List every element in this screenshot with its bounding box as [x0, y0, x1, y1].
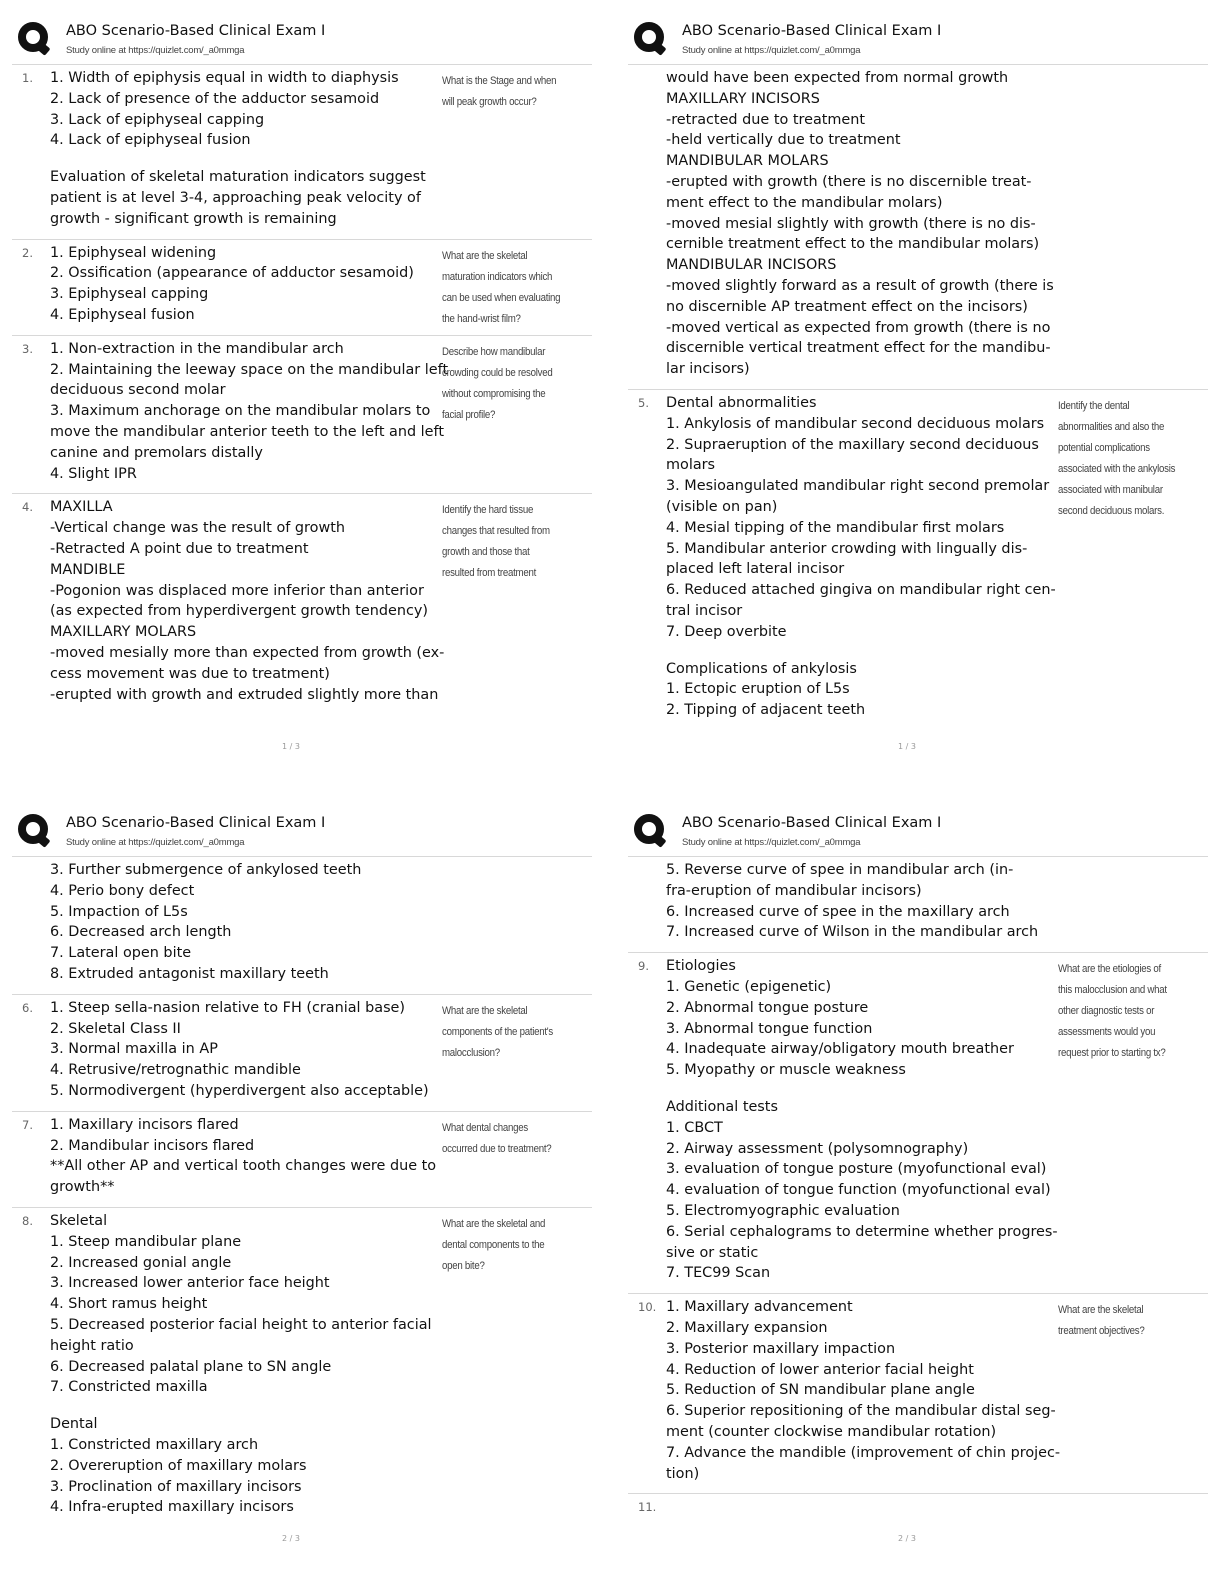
card-number: 8.: [22, 1213, 33, 1228]
flashcard-list: [628, 64, 1208, 730]
page-number: 2 / 3: [282, 1534, 300, 1543]
answer-line: 5. Normodivergent (hyperdivergent also acceptable): [50, 1082, 429, 1099]
flashcard: [12, 1111, 592, 1207]
answer-line: -erupted with growth and extruded slightly more than: [50, 686, 439, 703]
line-gap: [666, 643, 1058, 659]
answer-line: 6. Serial cephalograms to determine whether progres-: [666, 1223, 1058, 1240]
answer-line: MAXILLARY MOLARS: [50, 624, 197, 641]
flashcard: [12, 493, 592, 714]
card-answer: [50, 339, 449, 485]
answer-line: 4. Lack of epiphyseal fusion: [50, 132, 251, 149]
card-number: 11.: [638, 1500, 657, 1515]
answer-line: 1. Non-extraction in the mandibular arch: [50, 340, 344, 357]
answer-line: 8. Extruded antagonist maxillary teeth: [50, 965, 329, 982]
answer-line: MAXILLARY INCISORS: [666, 90, 820, 107]
page-4: [628, 806, 1208, 1576]
answer-line: 3. Increased lower anterior face height: [50, 1275, 330, 1292]
answer-line: -Pogonion was displaced more inferior than anterior: [50, 582, 424, 599]
answer-line: 1. Ankylosis of mandibular second deciduous molars: [666, 415, 1045, 432]
card-answer: [50, 497, 445, 705]
answer-line: ment effect to the mandibular molars): [666, 194, 943, 211]
answer-line: 2. Ossification (appearance of adductor sesamoid): [50, 265, 414, 282]
answer-line: 4. Inadequate airway/obligatory mouth breather: [666, 1041, 1014, 1058]
answer-line: MAXILLA: [50, 499, 113, 516]
answer-line: 2. Supraeruption of the maxillary second deciduous: [666, 436, 1039, 453]
answer-line: 5. Impaction of L5s: [50, 903, 188, 920]
answer-line: 3. Normal maxilla in AP: [50, 1041, 218, 1058]
answer-line: 1. Ectopic eruption of L5s: [666, 681, 850, 698]
answer-line: patient is at level 3-4, approaching peak velocity of: [50, 189, 421, 206]
flashcard: [628, 1493, 1208, 1515]
answer-line: 2. Increased gonial angle: [50, 1254, 232, 1271]
flashcard: [12, 239, 592, 335]
answer-line: 1. Steep mandibular plane: [50, 1233, 242, 1250]
answer-line: cess movement was due to treatment): [50, 665, 330, 682]
card-question: What dental changes occurred due to treatment?: [442, 1121, 552, 1155]
study-online-link[interactable]: Study online at https://quizlet.com/_a0mmga: [682, 45, 861, 56]
flashcard-list: [628, 856, 1208, 1515]
answer-line: Dental abnormalities: [666, 394, 817, 411]
card-question: What are the skeletal components of the patient's malocclusion?: [442, 1004, 553, 1059]
card-question: What are the skeletal and dental components to the open bite?: [442, 1217, 546, 1272]
answer-line: 5. Mandibular anterior crowding with lingually dis-: [666, 540, 1028, 557]
answer-line: -moved mesially more than expected from growth (ex-: [50, 644, 445, 661]
page-title: ABO Scenario-Based Clinical Exam I: [66, 23, 326, 39]
card-number: 5.: [638, 395, 649, 410]
answer-line: cernible treatment effect to the mandibular molars): [666, 236, 1040, 253]
answer-line: 1. CBCT: [666, 1119, 723, 1136]
answer-line: 2. Overeruption of maxillary molars: [50, 1457, 307, 1474]
card-question: Identify the dental abnormalities and also the potential complications associated with the ankylosis associated with manibular second deciduous molars.: [1058, 399, 1176, 517]
card-answer: [50, 243, 442, 326]
answer-line: sive or static: [666, 1244, 759, 1261]
flashcard: [628, 856, 1208, 952]
answer-line: 4. Retrusive/retrognathic mandible: [50, 1062, 301, 1079]
flashcard-list: [12, 64, 592, 714]
answer-line: 7. Advance the mandible (improvement of chin projec-: [666, 1444, 1061, 1461]
answer-line: 3. Maximum anchorage on the mandibular molars to: [50, 403, 431, 420]
answer-line: Complications of ankylosis: [666, 660, 857, 677]
flashcard: [628, 64, 1208, 389]
answer-line: Evaluation of skeletal maturation indicators suggest: [50, 169, 426, 186]
answer-line: -erupted with growth (there is no discernible treat-: [666, 173, 1032, 190]
card-number: 9.: [638, 959, 649, 974]
answer-line: 5. Myopathy or muscle weakness: [666, 1062, 906, 1079]
card-answer: [50, 1115, 442, 1198]
card-question: Identify the hard tissue changes that resulted from growth and those that resulted from treatment: [442, 504, 550, 580]
answer-line: 1. Maxillary advancement: [666, 1299, 853, 1316]
card-number: 7.: [22, 1117, 33, 1132]
line-gap: [666, 1081, 1058, 1097]
flashcard: [12, 1207, 592, 1527]
answer-line: 5. Reduction of SN mandibular plane angle: [666, 1382, 975, 1399]
answer-line: 2. Skeletal Class II: [50, 1020, 181, 1037]
answer-line: growth - significant growth is remaining: [50, 210, 337, 227]
answer-line: height ratio: [50, 1337, 134, 1354]
card-question: What is the Stage and when will peak growth occur?: [442, 75, 557, 108]
answer-line: -Retracted A point due to treatment: [50, 540, 309, 557]
answer-line: fra-eruption of mandibular incisors): [666, 882, 922, 899]
answer-line: 7. TEC99 Scan: [666, 1265, 771, 1282]
page-title: ABO Scenario-Based Clinical Exam I: [682, 815, 942, 831]
answer-line: molars: [666, 457, 716, 474]
answer-line: lar incisors): [666, 361, 750, 378]
card-question: Describe how mandibular crowding could be resolved without compromising the facial profile?: [442, 345, 553, 421]
answer-line: Skeletal: [50, 1212, 108, 1229]
flashcard: [628, 952, 1208, 1293]
answer-line: canine and premolars distally: [50, 444, 263, 461]
answer-line: -held vertically due to treatment: [666, 132, 901, 149]
answer-line: 6. Decreased palatal plane to SN angle: [50, 1358, 332, 1375]
answer-line: 5. Reverse curve of spee in mandibular arch (in-: [666, 862, 1014, 878]
flashcard: [628, 389, 1208, 730]
answer-line: 6. Decreased arch length: [50, 924, 232, 941]
card-question: What are the skeletal treatment objectives?: [1058, 1304, 1145, 1338]
answer-line: 2. Lack of presence of the adductor sesamoid: [50, 90, 380, 107]
answer-line: 7. Deep overbite: [666, 623, 787, 640]
card-answer: [666, 1297, 1061, 1484]
answer-line: 5. Decreased posterior facial height to anterior facial: [50, 1316, 432, 1333]
page-number: 1 / 3: [898, 742, 916, 751]
answer-line: 6. Reduced attached gingiva on mandibular right cen-: [666, 582, 1056, 599]
answer-line: 2. Maxillary expansion: [666, 1319, 828, 1336]
page-header: [12, 806, 592, 854]
answer-line: **All other AP and vertical tooth changes were due to: [50, 1158, 437, 1175]
answer-line: 3. Further submergence of ankylosed teeth: [50, 862, 362, 878]
answer-line: discernible vertical treatment effect for the mandibu-: [666, 340, 1051, 357]
flashcard-list: [12, 856, 592, 1527]
answer-line: 1. Maxillary incisors flared: [50, 1116, 239, 1133]
answer-line: ment (counter clockwise mandibular rotation): [666, 1423, 997, 1440]
page-number: 2 / 3: [898, 1534, 916, 1543]
card-answer: [666, 956, 1058, 1284]
answer-line: 3. Lack of epiphyseal capping: [50, 111, 265, 128]
card-number: 3.: [22, 341, 33, 356]
answer-line: 2. Mandibular incisors flared: [50, 1137, 255, 1154]
page-header: [628, 806, 1208, 854]
answer-line: 3. Proclination of maxillary incisors: [50, 1478, 302, 1495]
card-number: 1.: [22, 71, 33, 85]
answer-line: 6. Increased curve of spee in the maxillary arch: [666, 903, 1010, 920]
answer-line: 3. Epiphyseal capping: [50, 286, 209, 303]
answer-line: 1. Width of epiphysis equal in width to diaphysis: [50, 70, 399, 86]
card-answer: [666, 860, 1058, 943]
answer-line: 4. Epiphyseal fusion: [50, 306, 195, 323]
answer-line: 3. Mesioangulated mandibular right second premolar: [666, 478, 1050, 495]
answer-line: MANDIBULAR MOLARS: [666, 153, 829, 170]
quizlet-logo-icon: [18, 22, 48, 52]
answer-line: -moved vertical as expected from growth (there is no: [666, 319, 1051, 336]
answer-line: Etiologies: [666, 958, 736, 975]
answer-line: -moved mesial slightly with growth (there is no dis-: [666, 215, 1036, 232]
answer-line: 4. Slight IPR: [50, 465, 137, 482]
answer-line: MANDIBLE: [50, 561, 126, 578]
page-number: 1 / 3: [282, 742, 300, 751]
page-title: ABO Scenario-Based Clinical Exam I: [682, 23, 942, 39]
answer-line: -retracted due to treatment: [666, 111, 866, 128]
answer-line: 7. Constricted maxilla: [50, 1379, 208, 1396]
page-header: [628, 14, 1208, 62]
answer-line: 6. Superior repositioning of the mandibular distal seg-: [666, 1403, 1056, 1420]
answer-line: 4. Reduction of lower anterior facial height: [666, 1361, 974, 1378]
answer-line: 2. Maintaining the leeway space on the mandibular left: [50, 361, 449, 378]
answer-line: 4. Perio bony defect: [50, 882, 195, 899]
study-online-link[interactable]: Study online at https://quizlet.com/_a0mmga: [66, 45, 245, 56]
answer-line: placed left lateral incisor: [666, 561, 845, 578]
answer-line: 2. Airway assessment (polysomnography): [666, 1140, 969, 1157]
card-number: 4.: [22, 500, 33, 515]
page-2: [628, 14, 1208, 784]
answer-line: MANDIBULAR INCISORS: [666, 257, 837, 274]
page-header: [12, 14, 592, 62]
flashcard: [12, 335, 592, 494]
card-question: What are the skeletal maturation indicators which can be used when evaluating the hand-wrist film?: [442, 249, 561, 325]
answer-line: 2. Abnormal tongue posture: [666, 999, 869, 1016]
page-3: [12, 806, 592, 1576]
answer-line: no discernible AP treatment effect on the incisors): [666, 298, 1028, 315]
answer-line: (as expected from hyperdivergent growth tendency): [50, 603, 428, 620]
line-gap: [50, 1398, 442, 1414]
study-online-link[interactable]: Study online at https://quizlet.com/_a0mmga: [66, 837, 245, 848]
answer-line: 1. Steep sella-nasion relative to FH (cranial base): [50, 999, 406, 1016]
answer-line: 1. Genetic (epigenetic): [666, 978, 832, 995]
study-online-link[interactable]: Study online at https://quizlet.com/_a0mmga: [682, 837, 861, 848]
card-answer: [666, 68, 1058, 380]
answer-line: (visible on pan): [666, 498, 778, 515]
card-number: 6.: [22, 1000, 33, 1015]
flashcard: [12, 994, 592, 1111]
card-question: What are the etiologies of this malocclusion and what other diagnostic tests or assessments would you request prior to starting tx?: [1058, 963, 1167, 1060]
answer-line: 3. Posterior maxillary impaction: [666, 1340, 896, 1357]
answer-line: deciduous second molar: [50, 382, 226, 399]
answer-line: move the mandibular anterior teeth to the left and left: [50, 423, 444, 440]
flashcard: [12, 856, 592, 994]
card-answer: [50, 998, 442, 1102]
answer-line: 5. Electromyographic evaluation: [666, 1202, 900, 1219]
answer-line: would have been expected from normal growth: [666, 70, 1009, 86]
answer-line: 4. evaluation of tongue function (myofunctional eval): [666, 1182, 1051, 1199]
answer-line: 7. Lateral open bite: [50, 945, 192, 962]
answer-line: Additional tests: [666, 1098, 778, 1115]
answer-line: 3. evaluation of tongue posture (myofunctional eval): [666, 1161, 1047, 1178]
quizlet-logo-icon: [634, 814, 664, 844]
line-gap: [50, 151, 442, 167]
answer-line: 4. Mesial tipping of the mandibular first molars: [666, 519, 1005, 536]
card-answer: [666, 393, 1058, 721]
answer-line: 1. Constricted maxillary arch: [50, 1436, 259, 1453]
card-number: 2.: [22, 245, 33, 260]
answer-line: -Vertical change was the result of growth: [50, 520, 345, 537]
answer-line: growth**: [50, 1179, 115, 1196]
answer-line: tion): [666, 1465, 700, 1482]
answer-line: Dental: [50, 1416, 98, 1433]
flashcard: [12, 64, 592, 239]
answer-line: 1. Epiphyseal widening: [50, 244, 217, 261]
answer-line: 3. Abnormal tongue function: [666, 1020, 873, 1037]
card-answer: [50, 860, 442, 985]
answer-line: 2. Tipping of adjacent teeth: [666, 702, 866, 719]
answer-line: 4. Infra-erupted maxillary incisors: [50, 1499, 294, 1516]
quizlet-logo-icon: [18, 814, 48, 844]
flashcard: [628, 1293, 1208, 1493]
answer-line: -moved slightly forward as a result of growth (there is: [666, 277, 1054, 294]
answer-line: 4. Short ramus height: [50, 1296, 208, 1313]
answer-line: 7. Increased curve of Wilson in the mandibular arch: [666, 924, 1039, 941]
page-title: ABO Scenario-Based Clinical Exam I: [66, 815, 326, 831]
page-1: [12, 14, 592, 784]
card-answer: [50, 1211, 442, 1518]
card-answer: [50, 68, 442, 230]
answer-line: tral incisor: [666, 602, 743, 619]
card-number: 10.: [638, 1300, 657, 1315]
quizlet-logo-icon: [634, 22, 664, 52]
